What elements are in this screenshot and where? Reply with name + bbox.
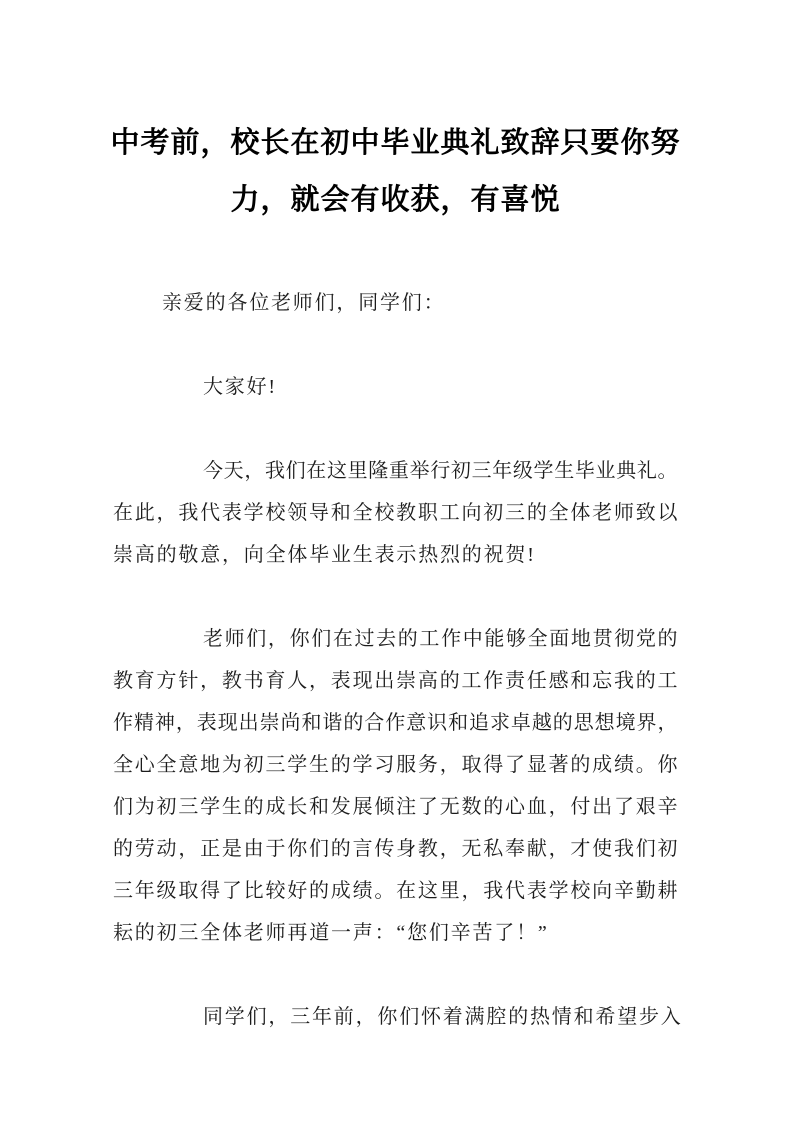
paragraph-students-address — [113, 996, 683, 1038]
paragraph-teachers-tribute — [113, 618, 678, 954]
text-line: 耘的初三全体老师再道一声：“您们辛苦了！” — [113, 922, 549, 944]
text-line: 在此，我代表学校领导和全校教职工向初三的全体老师致以 — [113, 502, 678, 524]
title-line-1: 中考前，校长在初中毕业典礼致辞只要你努 — [110, 127, 681, 159]
text-line: 们为初三学生的成长和发展倾注了无数的心血，付出了艰辛 — [113, 796, 678, 818]
document-title — [103, 115, 688, 229]
text-line: 崇高的敬意，向全体毕业生表示热烈的祝贺! — [113, 544, 536, 566]
text-line: 的劳动，正是由于你们的言传身教，无私奉献，才使我们初 — [113, 838, 678, 860]
text-line: 老师们，你们在过去的工作中能够全面地贯彻党的 — [203, 628, 678, 650]
text-line: 大家好! — [203, 376, 277, 398]
text-line: 全心全意地为初三学生的学习服务，取得了显著的成绩。你 — [113, 754, 678, 776]
text-line: 三年级取得了比较好的成绩。在这里，我代表学校向辛勤耕 — [113, 880, 678, 902]
text-line: 今天，我们在这里隆重举行初三年级学生毕业典礼。 — [203, 460, 678, 482]
document-body — [113, 282, 683, 1038]
text-line: 作精神，表现出崇尚和谐的合作意识和追求卓越的思想境界， — [113, 712, 678, 734]
title-line-2: 力，就会有收获，有喜悦 — [230, 184, 561, 216]
text-line: 教育方针，教书育人，表现出崇高的工作责任感和忘我的工 — [113, 670, 678, 692]
text-line: 亲爱的各位老师们，同学们： — [162, 292, 446, 314]
text-line: 同学们，三年前，你们怀着满腔的热情和希望步入 — [203, 1006, 683, 1028]
paragraph-salutation — [113, 282, 678, 324]
paragraph-ceremony-opening — [113, 450, 678, 576]
paragraph-greeting — [113, 366, 678, 408]
